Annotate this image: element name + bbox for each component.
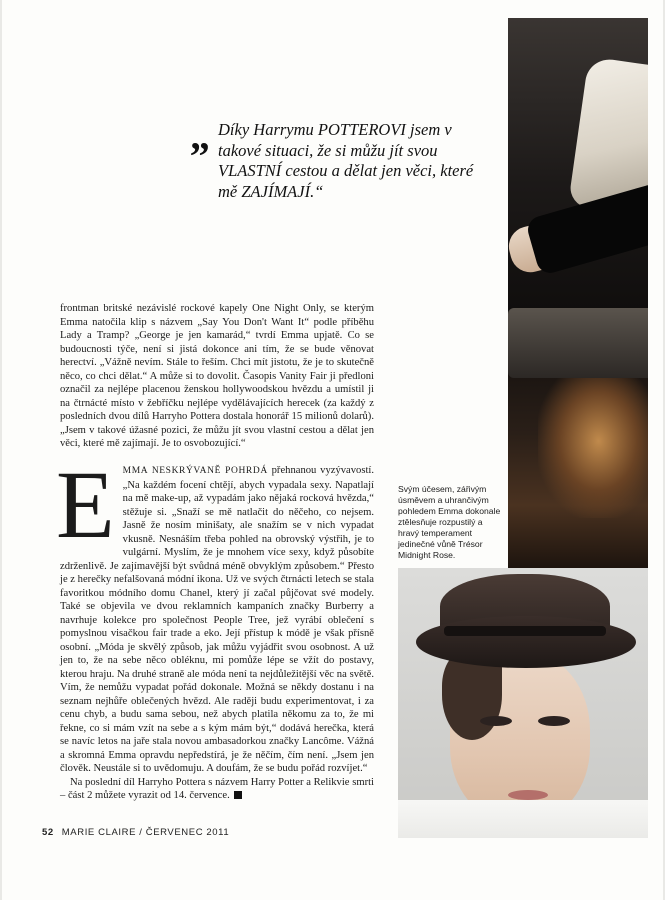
- pull-quote-text: Díky Harrymu POTTEROVI jsem v takové situaci, že si můžu jít svou VLASTNÍ cestou a dělat jen věci, které mě ZAJÍMAJÍ.“: [218, 120, 474, 201]
- portrait-lips: [508, 790, 548, 800]
- photo-glow: [538, 378, 648, 518]
- photo-reclining-model: [508, 18, 648, 572]
- pull-quote: [190, 113, 488, 202]
- article-paragraph-2-text: přehnanou vyzývavostí. „Na každém focení chtějí, abych vypadala sexy. Napatlají na mě make-up, až vypadám jako nějaká rocková hvězda,“ stěžuje si. „Snaží se mě natlačit do něčeho, co nejsem. Jasně že nosím minišaty, ale snažím se v nich vypadat vkusně. Nesnáším třeba pohled na obrovský výstřih, je to vulgární. Myslím, že je mnohem více sexy, když působíte zdrženlivě. Je zajímavější být svůdná méně obvyklým způsobem.“ Přesto je z herečky nefalšovaná módní ikona. Už ve svých čtrnácti letech se stala favoritkou módního domu Chanel, který jí začal půjčovat své modely. Také se objevila ve dvou reklamních kampaních značky Burberry a navrhuje kolekce pro společnost People Tree, jež vyrábí oblečení s pomyslnou visačkou fair trade a eko. Její přístup k módě je však přísně osobní. „Móda je skvělý způsob, jak můžu vyjádřit svou osobnost. A už jen to, že na sebe něco obléknu, mi pomůže lépe se vžít do postavy, kterou hraju. Na druhé straně ale móda není ta nejdůležitější věc na světě. Vím, že nemůžu vypadat pořád dokonale. Možná se někdy dostanu i na seznam nejhůře oblečených hvězd. Ale raději budu experimentovat, i za cenu chyb, a budu sama sebou, než abych platila někomu za to, že mi řekne, co si mám vzít na sebe a s kým mám být,“ dodává herečka, která se navíc letos na jaře stala novou ambasadorkou značky Lancôme. Vážná a skromná Emma opravdu nepředstírá, je že něčím, čím není. „Jsem jen člověk. Neustále si to uvědomuju. A doufám, že se budu pořád rozvíjet.“: [60, 465, 374, 774]
- portrait-eye-left: [480, 716, 512, 726]
- article-paragraph-3: [60, 776, 374, 803]
- page-footer: [42, 827, 229, 838]
- lead-in: MMA NESKRÝVANĚ POHRDÁ: [122, 466, 268, 476]
- photo-portrait-hat: [398, 568, 648, 838]
- photo-fabric: [508, 308, 648, 378]
- article-paragraph-2: [56, 451, 374, 776]
- portrait-shirt: [398, 800, 648, 838]
- article-column-main: [56, 451, 374, 803]
- article-paragraph-3-text: Na poslední díl Harryho Pottera s názvem Harry Potter a Relikvie smrti – část 2 můžete vyrazit od 14. července.: [60, 776, 374, 801]
- end-mark-icon: [234, 791, 242, 799]
- drop-cap: E: [56, 451, 115, 558]
- article-paragraph-1: frontman britské nezávislé rockové kapely One Night Only, se kterým Emma natočila klip s názvem „Say You Don't Want It“ podle příběhu Lady a Tramp? „George je jen kamarád,“ tvrdí Emma upjatě. Co se budoucnosti týče, není si jistá dokonce ani tím, že se bude věnovat herectví. „Vážně nevím. Stále to řeším. Chci mít jistotu, že je to skutečně něco, co chci dělat.“ A může si to dovolit. Časopis Vanity Fair ji předloni označil za nejlépe placenou ženskou hollywoodskou hvězdu a umístil ji na čtrnácté místo v žebříčku nejlépe vydělávajících herecek (za každý z posledních dvou dílů Harryho Pottera dostala honorář 15 milionů dolarů). „Jsem v takové úžasné pozici, že můžu jít svou vlastní cestou a dělat jen věci, které mě zajímají. Je to osvobozující.“: [60, 303, 374, 449]
- publication-name: MARIE CLAIRE / ČERVENEC 2011: [61, 827, 230, 838]
- article-column-top: [60, 302, 374, 451]
- page-number: 52: [42, 827, 54, 838]
- portrait-hat-band: [444, 626, 606, 636]
- quote-mark-icon: „: [190, 113, 210, 158]
- portrait-hat-brim: [416, 616, 636, 668]
- photo-caption: Svým účesem, zářivým úsměvem a uhrančivým pohledem Emma dokonale ztělesňuje rozpustilý a hravý temperament jedinečné vůně Trésor Midnight Rose.: [398, 484, 501, 560]
- portrait-eye-right: [538, 716, 570, 726]
